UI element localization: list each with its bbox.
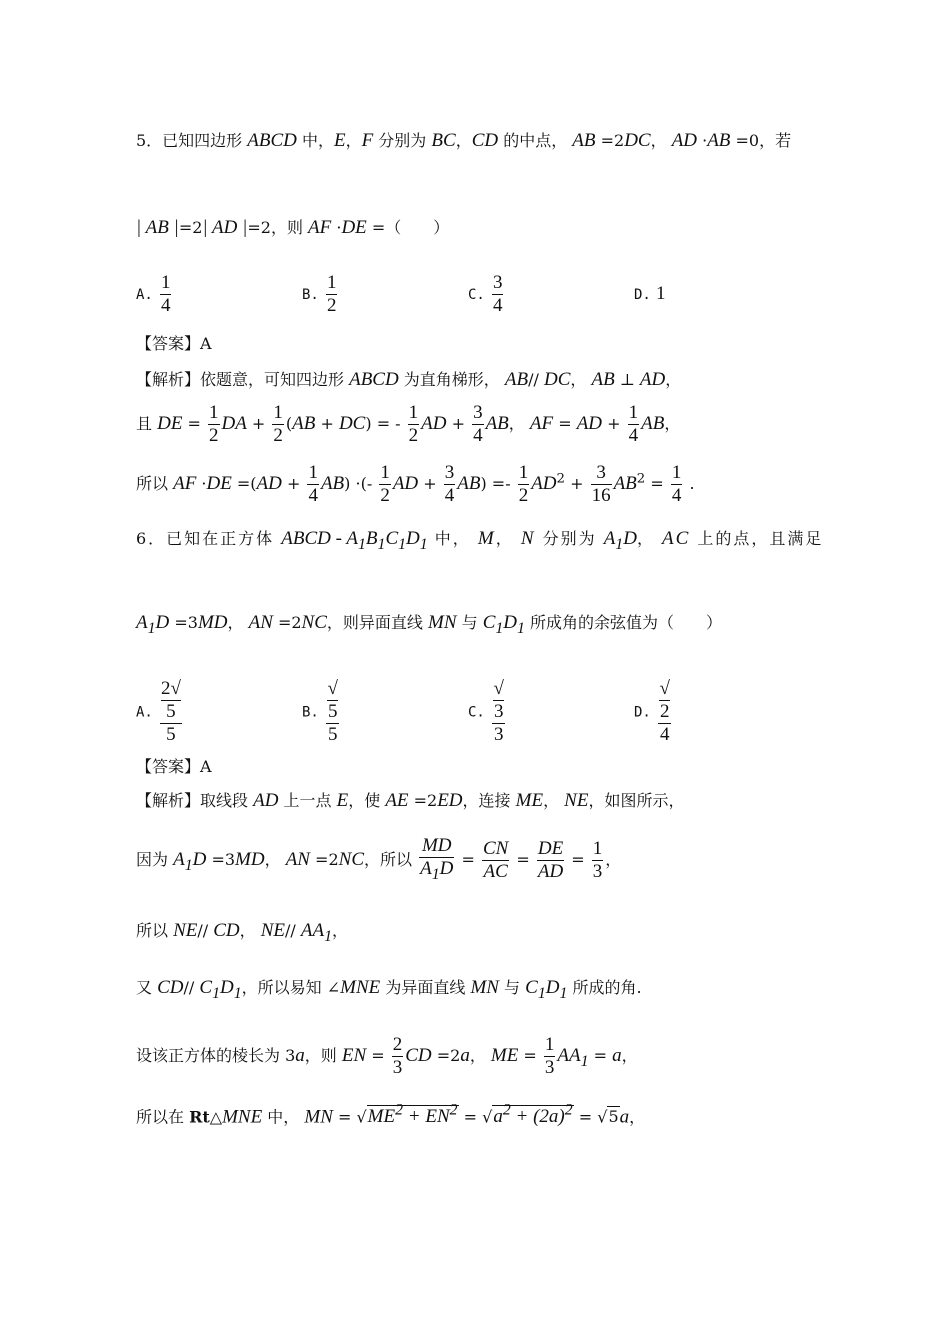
q6-analysis-line2: 因为 $A_1D =3MD$， AN =2NC，所以 $\frac{MD}{A_1D}$ = $\frac{CN}{AC}$ = $\frac{DE}{AD}$ = $\frac{1}{3}$ ， <box>136 835 622 883</box>
q6-analysis-line1: 【解析】取线段 AD 上一点 E，使 AE =2ED，连接 ME， NE，如图所示， <box>136 790 685 811</box>
q6-options <box>136 678 800 746</box>
q6-analysis-line5: 设该正方体的棱长为 3a，则 EN = $\frac{2}{3}$ CD =2a， ME = $\frac{1}{3}$ $AA_1 = a$， <box>136 1034 638 1078</box>
q6-analysis-line6: 所以在 Rt△MNE 中， MN = $√ME^2 + EN^2 = √a^2 + (2a)^2 = √5a$， <box>136 1102 646 1128</box>
q5-option-b: B. $\frac{1}{2}$ <box>302 272 337 316</box>
q6-stem-line1: 6．已知在正方体 ABCD - $A_1B_1C_1D_1$ 中， M， N 分别为 $A_1D$， AC 上的点，且满足 <box>136 528 824 553</box>
q6-option-a: A. 2√ 5 5 <box>136 678 181 745</box>
q5-answer: 【答案】A <box>136 334 212 353</box>
q5-stem-line2: | AB |=2| AD |=2，则 AF ·DE =（ ） <box>136 217 450 238</box>
q5-analysis-line1: 【解析】依题意，可知四边形 ABCD 为直角梯形， AB// DC， AB ⊥ AD， <box>136 369 682 390</box>
q5-options <box>136 272 800 317</box>
q5-stem-line1: 5．已知四边形 ABCD 中，E，F 分别为 BC，CD 的中点， AB =2DC， AD ·AB =0，若 <box>136 130 792 151</box>
q5-option-d: D. 1 <box>634 283 666 304</box>
q6-answer: 【答案】A <box>136 757 212 776</box>
q6-option-d: D. √ 2 4 <box>634 678 670 745</box>
q6-stem-line2: $A_1D =3MD$， AN =2NC，则异面直线 MN 与 $C_1D_1$ 所成角的余弦值为（ ） <box>136 612 723 637</box>
q5-option-c: C. $\frac{3}{4}$ <box>468 272 503 316</box>
q5-option-a: A. $\frac{1}{4}$ <box>136 272 171 316</box>
q6-option-c: C. √ 3 3 <box>468 678 504 745</box>
q5-analysis-line3: 所以 AF ·DE =(AD + $\frac{1}{4}$ AB) ·(- $\frac{1}{2}$ AD + $\frac{3}{4}$ AB) =- $\frac{1}{2}$ $AD^2$ + $\frac{3}{16}$ $AB^2$ = $\frac{1}{4}$ . <box>136 462 695 506</box>
q6-analysis-line3: 所以 NE// CD， NE// $AA_1$， <box>136 920 349 945</box>
q6-option-b: B. √ 5 5 <box>302 678 338 745</box>
q6-analysis-line4: 又 CD// $C_1D_1$，所以易知 ∠MNE 为异面直线 MN 与 $C_1D_1$ 所成的角. <box>136 977 642 1002</box>
q5-analysis-line2: 且 DE = $\frac{1}{2}$ DA + $\frac{1}{2}$ (AB + DC) = - $\frac{1}{2}$ AD + $\frac{3}{4}$ AB， AF = AD + $\frac{1}{4}$ AB， <box>136 402 681 446</box>
